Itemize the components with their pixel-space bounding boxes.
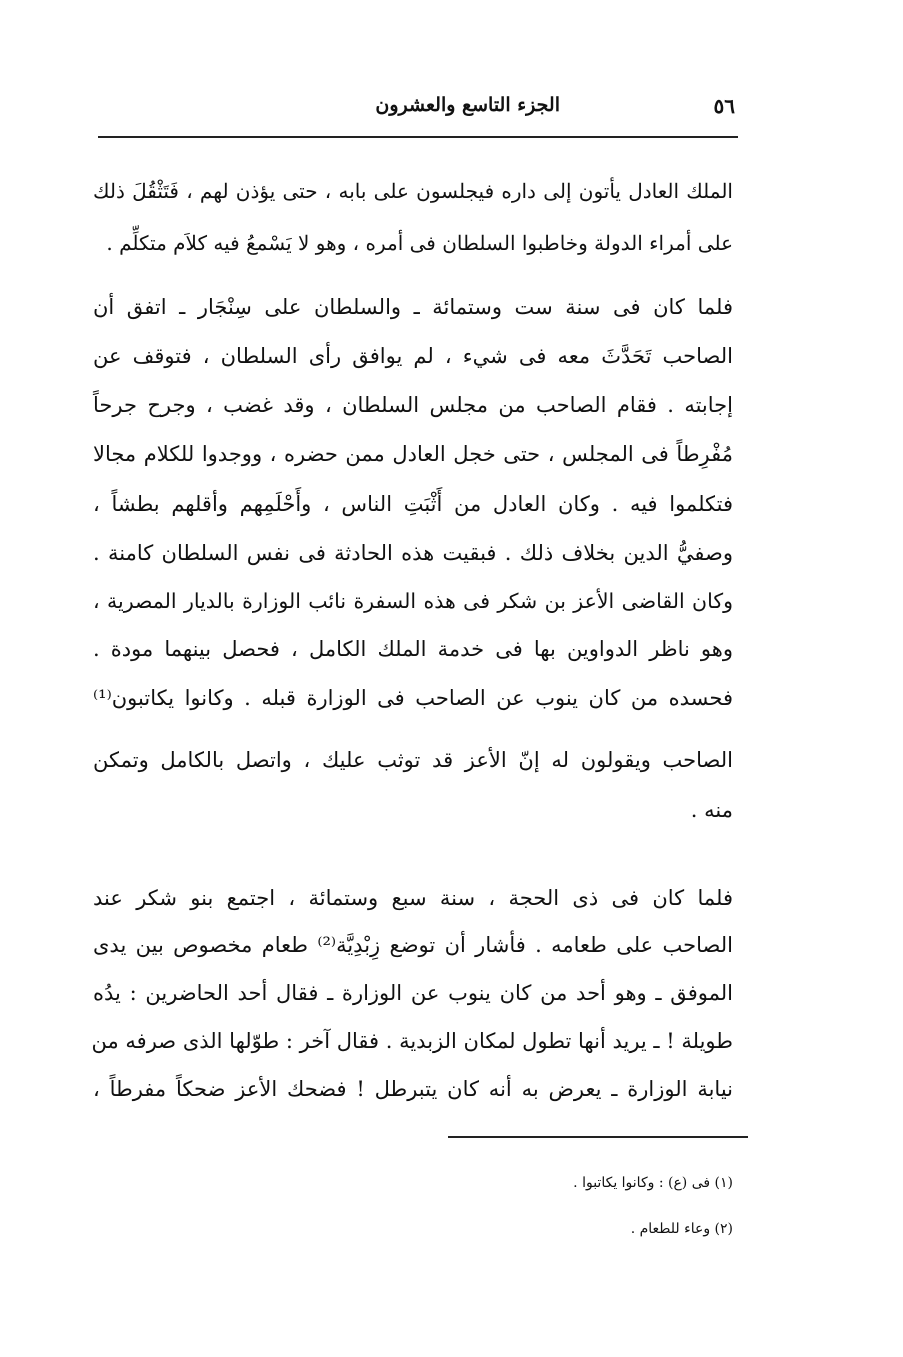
footnote-2: (٢) وعاء للطعام .: [630, 1221, 733, 1237]
running-title: الجزء التاسع والعشرون: [375, 94, 560, 116]
text-line: الصاحب ويقولون له إنّ الأعز قد توثب عليك ، واتصل بالكامل وتمكن: [93, 748, 733, 772]
text-line: طويلة ! ـ يريد أنها تطول لمكان الزبدية . فقال آخر : طوّلها الذى صرفه من: [91, 1029, 733, 1053]
text-line: الموفق ـ وهو أحد من كان ينوب عن الوزارة ـ فقال أحد الحاضرين : يدُه: [93, 981, 733, 1005]
text-line: الصاحب على طعامه . فأشار أن توضع زِبْدِيَّة⁽²⁾ طعام مخصوص بين يدى: [93, 933, 733, 957]
text-line: الصاحب تَحَدَّثَ معه فى شيء ، لم يوافق رأى السلطان ، فتوقف عن: [93, 344, 733, 368]
text-line: وهو ناظر الدواوين بها فى خدمة الملك الكامل ، فحصل بينهما مودة .: [93, 637, 733, 661]
text-line: وصفيُّ الدين بخلاف ذلك . فبقيت هذه الحادثة فى نفس السلطان كامنة .: [93, 541, 733, 565]
footnote-rule: [448, 1136, 748, 1138]
text-line: نيابة الوزارة ـ يعرض به أنه كان يتبرطل ! فضحك الأعز ضحكاً مفرطاً ،: [93, 1077, 733, 1101]
text-line: منه .: [690, 798, 733, 822]
text-line: على أمراء الدولة وخاطبوا السلطان فى أمره ، وهو لا يَسْمعُ فيه كلاَم متكلِّم .: [106, 231, 733, 255]
header-rule: [98, 136, 738, 138]
text-line: مُفْرِطاً فى المجلس ، حتى خجل العادل ممن حضره ، ووجدوا للكلام مجالا: [93, 442, 733, 466]
running-head: [255, 92, 735, 126]
text-line: إجابته . فقام الصاحب من مجلس السلطان ، وقد غضب ، وجرح جرحاً: [93, 393, 733, 417]
text-line: فحسده من كان ينوب عن الصاحب فى الوزارة قبله . وكانوا يكاتبون⁽¹⁾: [93, 686, 733, 710]
text-line: فلما كان فى ذى الحجة ، سنة سبع وستمائة ، اجتمع بنو شكر عند: [93, 886, 733, 910]
footnote-1: (١) فى (ع) : وكانوا يكاتبوا .: [573, 1175, 733, 1191]
text-line: الملك العادل يأتون إلى داره فيجلسون على بابه ، حتى يؤذن لهم ، فَتَثْقُلَ ذلك: [93, 179, 733, 203]
text-line: وكان القاضى الأعز بن شكر فى هذه السفرة نائب الوزارة بالديار المصرية ،: [93, 589, 733, 613]
text-line: فتكلموا فيه . وكان العادل من أَثْبَتِ الناس ، وأَحْلَمِهم وأقلهم بطشاً ،: [93, 492, 733, 516]
page-number: ٥٦: [713, 94, 735, 118]
text-line: فلما كان فى سنة ست وستمائة ـ والسلطان على سِنْجَار ـ اتفق أن: [93, 295, 733, 319]
